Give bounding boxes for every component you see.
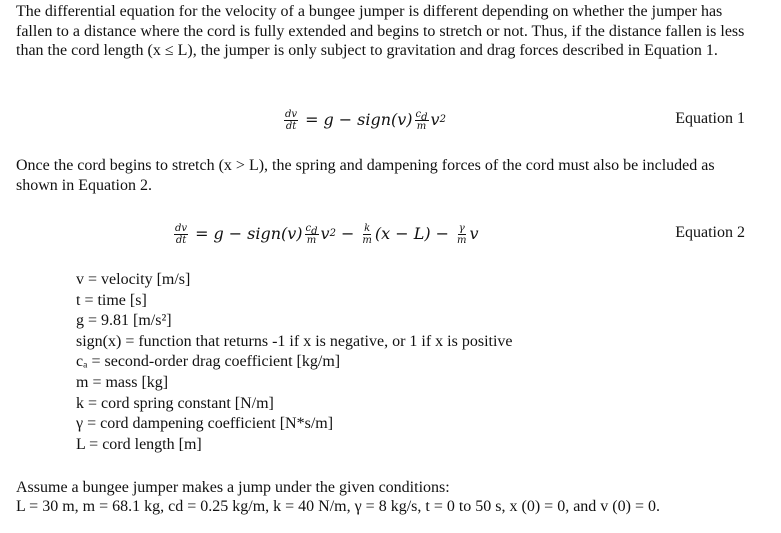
- eq2-minus-1: −: [228, 224, 243, 244]
- equation-2: [0, 214, 781, 254]
- eq2-spring-num: k: [364, 222, 371, 234]
- eq2-drag-c: c: [305, 222, 312, 234]
- eq2-drag-fraction: [305, 223, 319, 246]
- eq2-sign: sign(v): [247, 224, 303, 244]
- definition-time: t = time [s]: [76, 291, 147, 309]
- eq2-drag-sub: d: [311, 225, 318, 237]
- eq2-equals: =: [195, 224, 209, 244]
- definition-drag: cₐ = second-order drag coefficient [kg/m]: [76, 353, 341, 371]
- eq2-damping-den: m: [456, 234, 467, 246]
- eq1-lhs-fraction: [284, 109, 298, 132]
- eq1-drag-num: [415, 109, 429, 121]
- definition-sign: sign(x) = function that returns -1 if x is negative, or 1 if x is positive: [76, 332, 513, 350]
- variable-definitions: [76, 270, 676, 455]
- eq1-drag-c: c: [415, 108, 422, 120]
- closing-paragraph-line-1: Assume a bungee jumper makes a jump under the given conditions:: [16, 479, 450, 496]
- equation-1-label: Equation 1: [675, 110, 745, 127]
- eq1-sign: sign(v): [357, 110, 413, 130]
- middle-paragraph: Once the cord begins to stretch (x > L), the spring and dampening forces of the cord must also be included as shown in Equation 2.: [16, 157, 715, 194]
- eq2-damping-num: γ: [458, 222, 465, 234]
- eq1-lhs-den: dt: [285, 120, 297, 132]
- eq1-drag-fraction: [415, 109, 429, 132]
- eq2-spring-den: m: [362, 234, 372, 246]
- eq2-g: g: [213, 224, 224, 244]
- eq1-minus: −: [338, 110, 353, 130]
- eq1-drag-sub: d: [421, 111, 428, 123]
- eq2-damping-term: v: [469, 224, 479, 244]
- eq2-lhs-fraction: [174, 223, 188, 246]
- eq2-minus-2: −: [340, 224, 355, 244]
- definition-gravity: g = 9.81 [m/s²]: [76, 312, 172, 330]
- definition-velocity: v = velocity [m/s]: [76, 271, 191, 288]
- equation-1: [0, 100, 781, 140]
- definition-mass: m = mass [kg]: [76, 373, 169, 391]
- equation-2-label: Equation 2: [675, 224, 745, 241]
- eq1-g: g: [323, 110, 334, 130]
- eq1-v: v: [430, 110, 440, 130]
- eq2-spring-term: (x − L): [374, 224, 431, 244]
- eq2-damping-fraction: [456, 223, 467, 246]
- eq2-v: v: [320, 224, 330, 244]
- equation-2-formula: $\frac{dv}{dt}$ = g − sign(v) $\frac{cd}{m}$ v 2 − $\frac{k}{m}$ (x − L) − $\frac{\gamma}{m}$ v: [175, 222, 479, 246]
- eq2-drag-den: m: [306, 234, 317, 246]
- eq2-lhs-num: dv: [175, 222, 188, 234]
- equation-1-formula: $\frac{dv}{dt}$ = g − sign(v) $\frac{cd}{m}$ v 2: [285, 108, 446, 132]
- eq1-drag-den: m: [416, 120, 427, 132]
- eq2-minus-3: −: [435, 224, 449, 244]
- eq2-lhs-den: dt: [175, 234, 187, 246]
- definition-dampening: γ = cord dampening coefficient [N*s/m]: [76, 415, 334, 433]
- definition-spring: k = cord spring constant [N/m]: [76, 394, 274, 412]
- eq1-lhs-num: dv: [285, 108, 298, 120]
- definition-cord-length: L = cord length [m]: [76, 435, 202, 453]
- eq1-equals: =: [305, 110, 319, 130]
- eq2-spring-fraction: [361, 223, 372, 246]
- intro-paragraph: The differential equation for the velocity of a bungee jumper is different depending on whether the jumper has fallen to a distance where the cord is fully extended and begins to stretch or not. Thus, if the distance fallen is less than the cord length (x ≤ L), the jumper is only subject to gravitation and drag forces described in Equation 1.: [16, 3, 745, 59]
- closing-paragraph-line-2: L = 30 m, m = 68.1 kg, cd = 0.25 kg/m, k = 40 N/m, γ = 8 kg/s, t = 0 to 50 s, x (0) = 0, and v (0) = 0.: [16, 498, 660, 515]
- eq2-drag-num: [305, 223, 319, 235]
